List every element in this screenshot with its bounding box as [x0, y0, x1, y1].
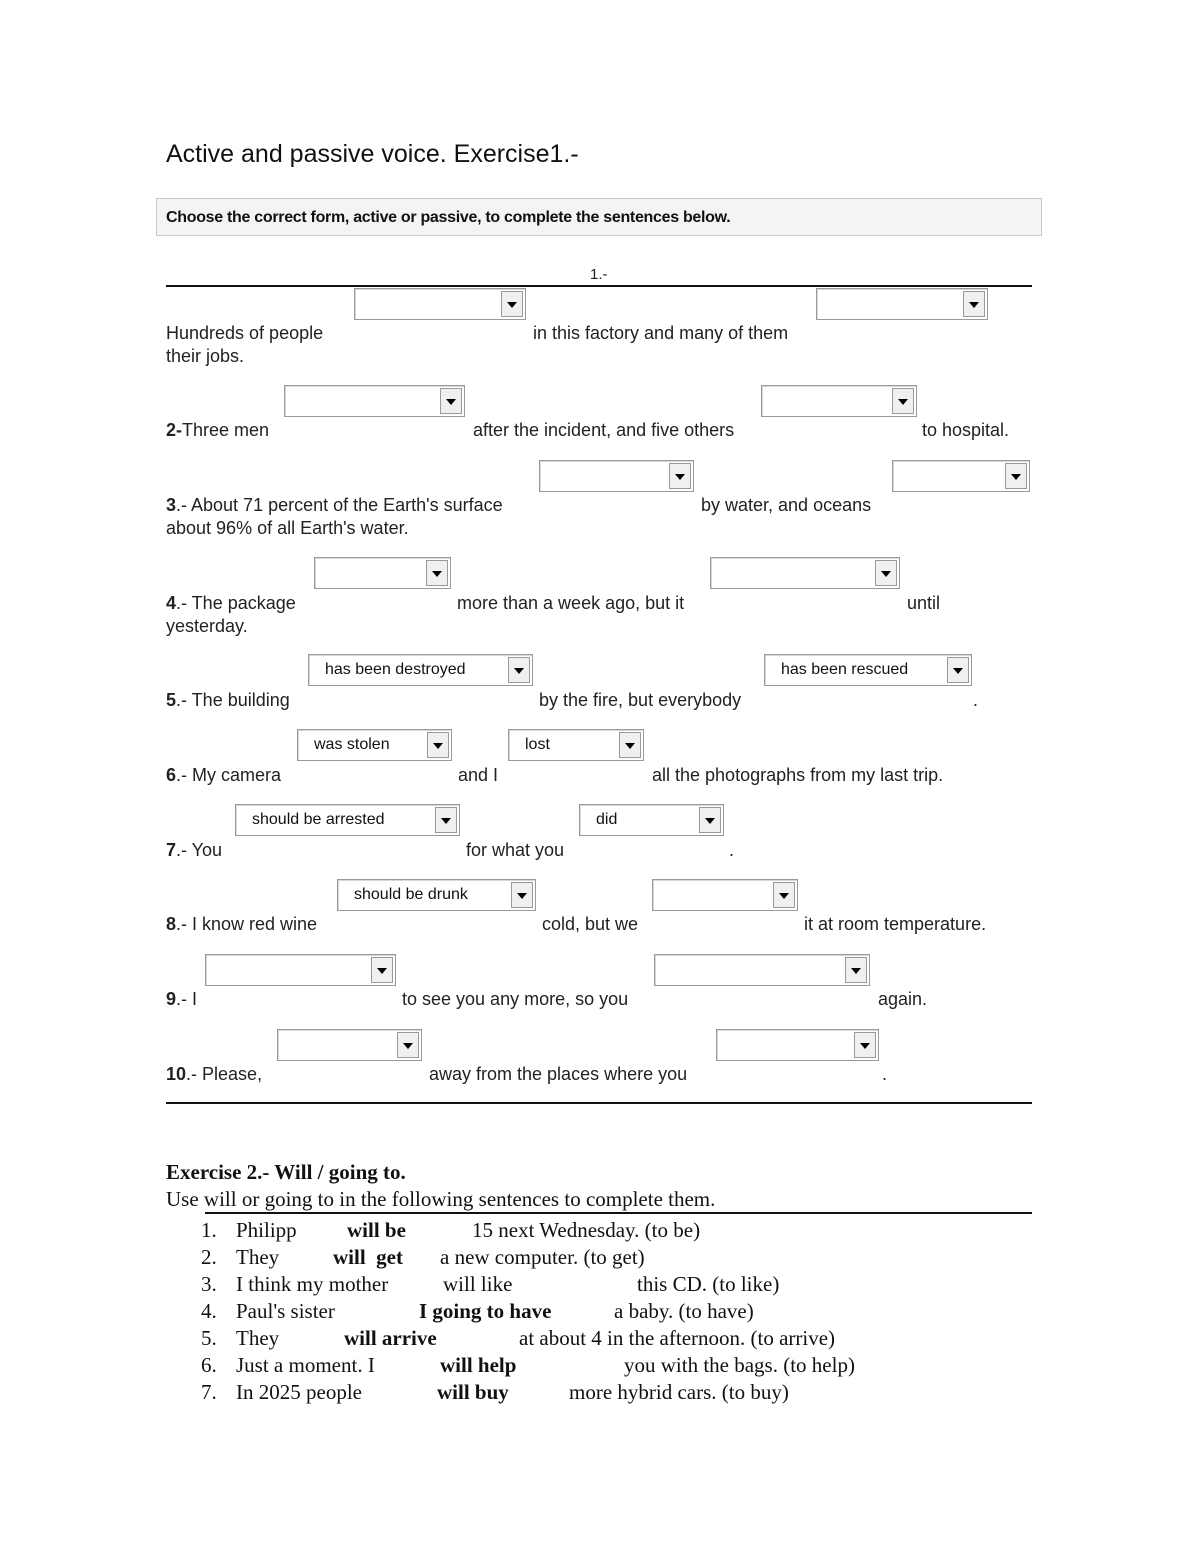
page-title: Active and passive voice. Exercise1.- — [166, 140, 579, 168]
q8-text-3: it at room temperature. — [804, 914, 987, 934]
q6-dropdown-1[interactable]: was stolen — [297, 729, 452, 761]
list-item-subject: Paul's sister — [236, 1299, 335, 1323]
chevron-down-icon[interactable] — [963, 291, 985, 317]
list-item-subject: I think my mother — [236, 1272, 389, 1296]
list-item: 3. — [201, 1272, 217, 1296]
list-item-subject: They — [236, 1326, 280, 1350]
list-item: 5. — [201, 1326, 217, 1350]
q1-text-3: their jobs. — [166, 346, 245, 366]
q8-dropdown-2[interactable] — [652, 879, 798, 911]
chevron-down-icon[interactable] — [440, 388, 462, 414]
list-item-answer: will arrive — [344, 1326, 437, 1350]
chevron-down-icon[interactable] — [1005, 463, 1027, 489]
q5-text-1: 5.- The building — [166, 690, 290, 710]
list-item-rest: at about 4 in the afternoon. (to arrive) — [519, 1326, 836, 1350]
q4-text-1: 4.- The package — [166, 593, 296, 613]
q2-dropdown-1[interactable] — [284, 385, 465, 417]
exercise2-title: Exercise 2.- Will / going to. — [166, 1160, 406, 1184]
q3-text-2: by water, and oceans — [701, 495, 872, 515]
q3-text-3: about 96% of all Earth's water. — [166, 518, 409, 538]
list-item-rest: you with the bags. (to help) — [624, 1353, 855, 1377]
q5-dropdown-1[interactable]: has been destroyed — [308, 654, 533, 686]
chevron-down-icon[interactable] — [619, 732, 641, 758]
q7-dropdown-2[interactable]: did — [579, 804, 724, 836]
q3-dropdown-1[interactable] — [539, 460, 694, 492]
q1-text-1: Hundreds of people — [166, 323, 324, 343]
q10-dropdown-1[interactable] — [277, 1029, 422, 1061]
list-item-answer: will be — [347, 1218, 406, 1242]
list-item-answer: will buy — [437, 1380, 509, 1404]
chevron-down-icon[interactable] — [427, 732, 449, 758]
q9-dropdown-1[interactable] — [205, 954, 396, 986]
q5-text-3: . — [973, 690, 979, 710]
chevron-down-icon[interactable] — [892, 388, 914, 414]
list-item-answer: will help — [440, 1353, 517, 1377]
q6-text-2: and I — [458, 765, 499, 785]
list-item: 4. — [201, 1299, 217, 1323]
q4-dropdown-1[interactable] — [314, 557, 451, 589]
q10-text-1: 10.- Please, — [166, 1064, 263, 1084]
q10-dropdown-2[interactable] — [716, 1029, 879, 1061]
q10-text-2: away from the places where you — [429, 1064, 688, 1084]
chevron-down-icon[interactable] — [773, 882, 795, 908]
q6-text-3: all the photographs from my last trip. — [652, 765, 944, 785]
chevron-down-icon[interactable] — [435, 807, 457, 833]
chevron-down-icon[interactable] — [508, 657, 530, 683]
q2-text-3: to hospital. — [922, 420, 1010, 440]
q2-dropdown-2[interactable] — [761, 385, 917, 417]
list-item-rest: this CD. (to like) — [637, 1272, 780, 1296]
chevron-down-icon[interactable] — [947, 657, 969, 683]
list-item-rest: more hybrid cars. (to buy) — [569, 1380, 789, 1404]
list-item-answer: will get — [333, 1245, 403, 1269]
chevron-down-icon[interactable] — [501, 291, 523, 317]
q1-dropdown-1[interactable] — [354, 288, 526, 320]
instruction-text: Choose the correct form, active or passive, to complete the sentences below. — [166, 209, 731, 226]
q9-text-1: 9.- I — [166, 989, 198, 1009]
exercise2-instruction: Use will or going to in the following sentences to complete them. — [166, 1187, 716, 1211]
q7-text-1: 7.- You — [166, 840, 223, 860]
list-item-rest: 15 next Wednesday. (to be) — [472, 1218, 701, 1242]
q1-dropdown-2[interactable] — [816, 288, 988, 320]
q8-text-1: 8.- I know red wine — [166, 914, 318, 934]
q5-dropdown-2[interactable]: has been rescued — [764, 654, 972, 686]
q8-dropdown-1[interactable]: should be drunk — [337, 879, 536, 911]
chevron-down-icon[interactable] — [875, 560, 897, 586]
q7-dropdown-1[interactable]: should be arrested — [235, 804, 460, 836]
q4-text-4: yesterday. — [166, 616, 248, 636]
chevron-down-icon[interactable] — [699, 807, 721, 833]
list-item-answer: I going to have — [419, 1299, 552, 1323]
list-item-answer: will like — [443, 1272, 513, 1296]
list-item-rest: a new computer. (to get) — [440, 1245, 645, 1269]
list-item-subject: In 2025 people — [236, 1380, 362, 1404]
q8-text-2: cold, but we — [542, 914, 639, 934]
list-item: 1. — [201, 1218, 217, 1242]
chevron-down-icon[interactable] — [397, 1032, 419, 1058]
q5-text-2: by the fire, but everybody — [539, 690, 742, 710]
q2-text-1: 2-Three men — [166, 420, 270, 440]
instruction-box — [156, 198, 1042, 236]
q6-text-1: 6.- My camera — [166, 765, 282, 785]
q4-text-2: more than a week ago, but it — [457, 593, 685, 613]
list-item-subject: Philipp — [236, 1218, 297, 1242]
list-item: 7. — [201, 1380, 217, 1404]
top-divider — [166, 285, 1032, 287]
chevron-down-icon[interactable] — [669, 463, 691, 489]
list-item-subject: Just a moment. I — [236, 1353, 375, 1377]
chevron-down-icon[interactable] — [371, 957, 393, 983]
q10-text-3: . — [882, 1064, 888, 1084]
exercise2-divider — [205, 1212, 1032, 1214]
chevron-down-icon[interactable] — [854, 1032, 876, 1058]
list-item-rest: a baby. (to have) — [614, 1299, 754, 1323]
q1-text-2: in this factory and many of them — [533, 323, 789, 343]
q7-text-3: . — [729, 840, 735, 860]
q7-text-2: for what you — [466, 840, 565, 860]
q3-dropdown-2[interactable] — [892, 460, 1030, 492]
chevron-down-icon[interactable] — [426, 560, 448, 586]
q3-text-1: 3.- About 71 percent of the Earth's surface — [166, 495, 503, 515]
bottom-divider — [166, 1102, 1032, 1104]
q2-text-2: after the incident, and five others — [473, 420, 735, 440]
q4-dropdown-2[interactable] — [710, 557, 900, 589]
q9-text-3: again. — [878, 989, 928, 1009]
q6-dropdown-2[interactable]: lost — [508, 729, 644, 761]
chevron-down-icon[interactable] — [511, 882, 533, 908]
chevron-down-icon[interactable] — [845, 957, 867, 983]
list-item: 6. — [201, 1353, 217, 1377]
q9-dropdown-2[interactable] — [654, 954, 870, 986]
q4-text-3: until — [907, 593, 941, 613]
q9-text-2: to see you any more, so you — [402, 989, 629, 1009]
list-item-subject: They — [236, 1245, 280, 1269]
question-1-label: 1.- — [590, 266, 608, 283]
list-item: 2. — [201, 1245, 217, 1269]
